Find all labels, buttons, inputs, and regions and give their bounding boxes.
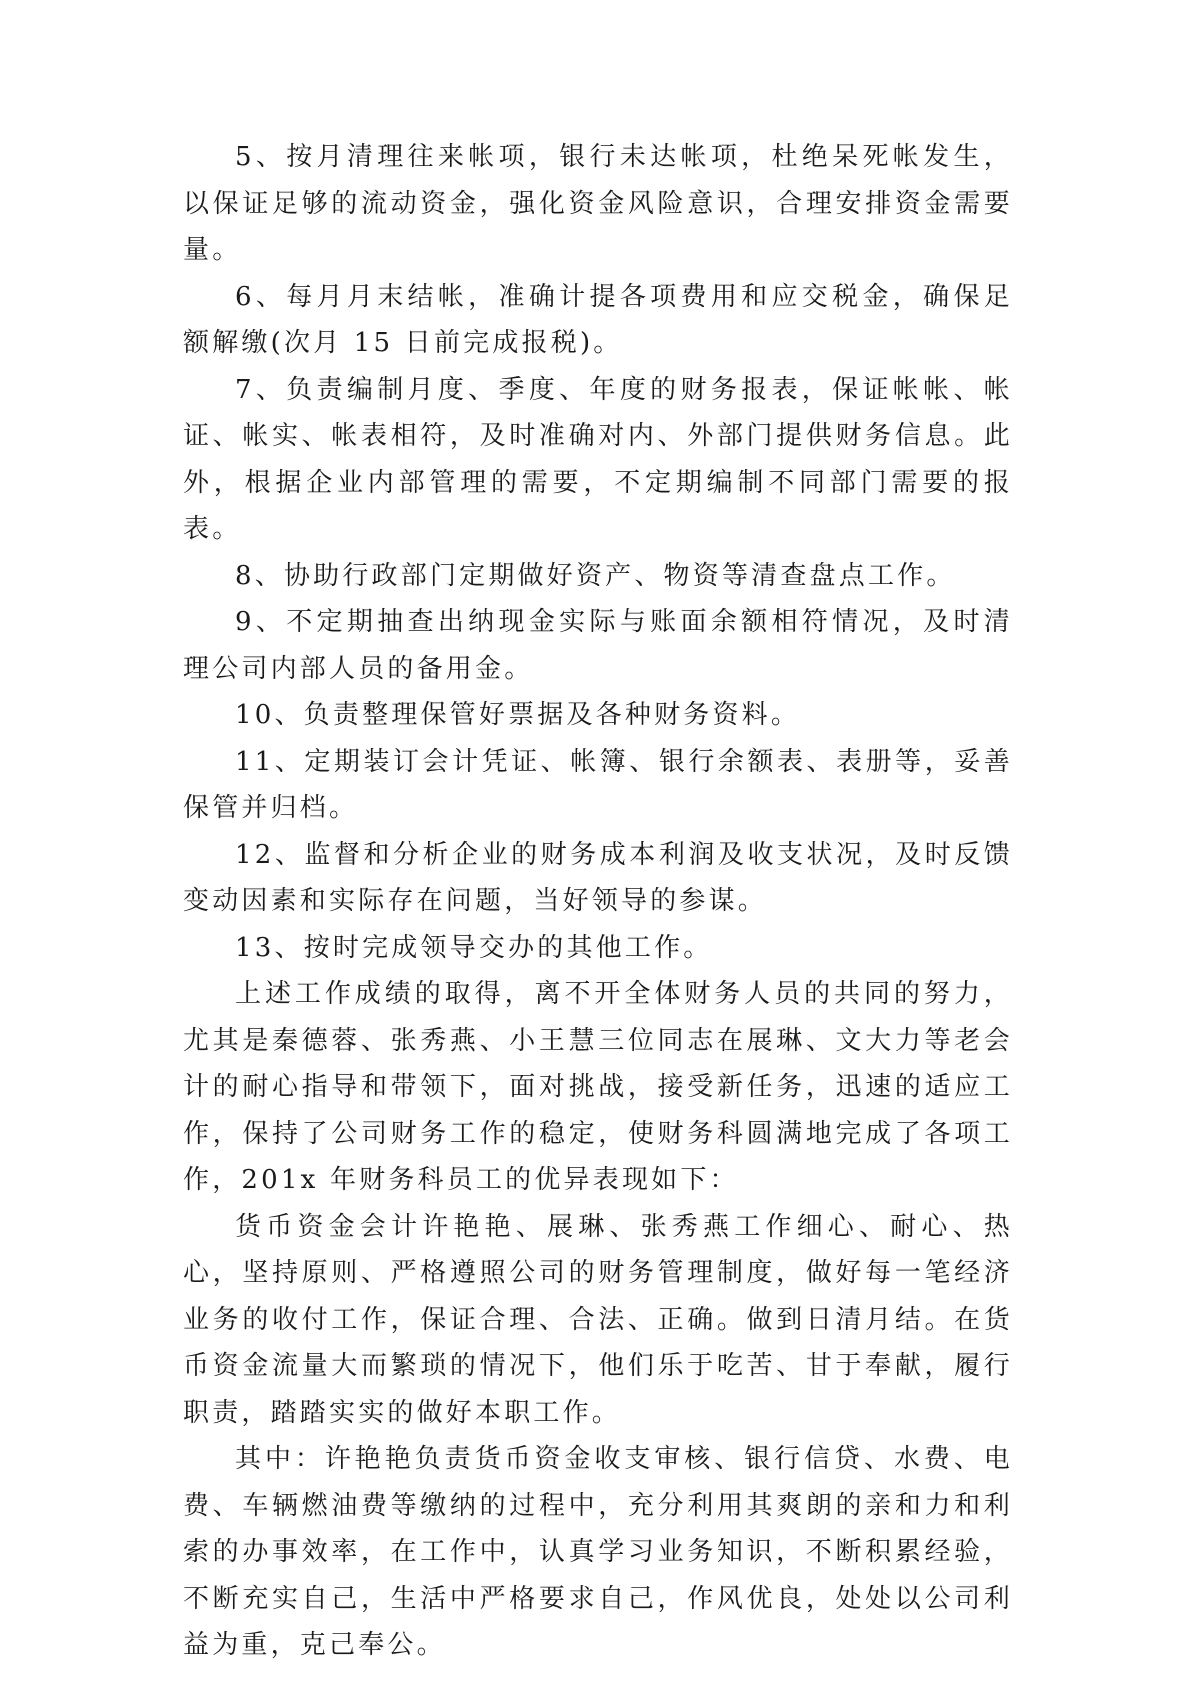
paragraph-item-8: 8、协助行政部门定期做好资产、物资等清查盘点工作。 bbox=[235, 560, 956, 591]
document-body bbox=[183, 134, 1013, 1669]
paragraph-item-5: 5、按月清理往来帐项，银行未达帐项，杜绝呆死帐发生，以保证足够的流动资金，强化资金风险意识，合理安排资金需要量。 bbox=[183, 142, 1013, 265]
paragraph-item-7: 7、负责编制月度、季度、年度的财务报表，保证帐帐、帐证、帐实、帐表相符，及时准确对内、外部门提供财务信息。此外，根据企业内部管理的需要，不定期编制不同部门需要的报表。 bbox=[183, 374, 1013, 544]
paragraph-item-13: 13、按时完成领导交办的其他工作。 bbox=[235, 932, 713, 963]
paragraph-xu-yanyan: 其中：许艳艳负责货币资金收支审核、银行信贷、水费、电费、车辆燃油费等缴纳的过程中，充分利用其爽朗的亲和力和利索的办事效率，在工作中，认真学习业务知识，不断积累经验，不断充实自己，生活中严格要求自己，作风优良，处处以公司利益为重，克己奉公。 bbox=[183, 1444, 1013, 1660]
paragraph-cash-accountants: 货币资金会计许艳艳、展琳、张秀燕工作细心、耐心、热心，坚持原则、严格遵照公司的财务管理制度，做好每一笔经济业务的收付工作，保证合理、合法、正确。做到日清月结。在货币资金流量大而繁琐的情况下，他们乐于吃苦、甘于奉献，履行职责，踏踏实实的做好本职工作。 bbox=[183, 1211, 1013, 1428]
paragraph-item-10: 10、负责整理保管好票据及各种财务资料。 bbox=[235, 700, 801, 730]
paragraph-summary: 上述工作成绩的取得，离不开全体财务人员的共同的努力，尤其是秦德蓉、张秀燕、小王慧三位同志在展琳、文大力等老会计的耐心指导和带领下，面对挑战，接受新任务，迅速的适应工作，保持了公司财务工作的稳定，使财务科圆满地完成了各项工作，201x 年财务科员工的优异表现如下： bbox=[183, 979, 1013, 1195]
paragraph-item-9: 9、不定期抽查出纳现金实际与账面余额相符情况，及时清理公司内部人员的备用金。 bbox=[183, 607, 1013, 684]
paragraph-item-11: 11、定期装订会计凭证、帐簿、银行余额表、表册等，妥善保管并归档。 bbox=[183, 746, 1013, 823]
paragraph-item-6: 6、每月月末结帐，准确计提各项费用和应交税金，确保足额解缴(次月 15 日前完成报税)。 bbox=[183, 281, 1013, 358]
paragraph-item-12: 12、监督和分析企业的财务成本利润及收支状况，及时反馈变动因素和实际存在问题，当好领导的参谋。 bbox=[183, 839, 1013, 916]
